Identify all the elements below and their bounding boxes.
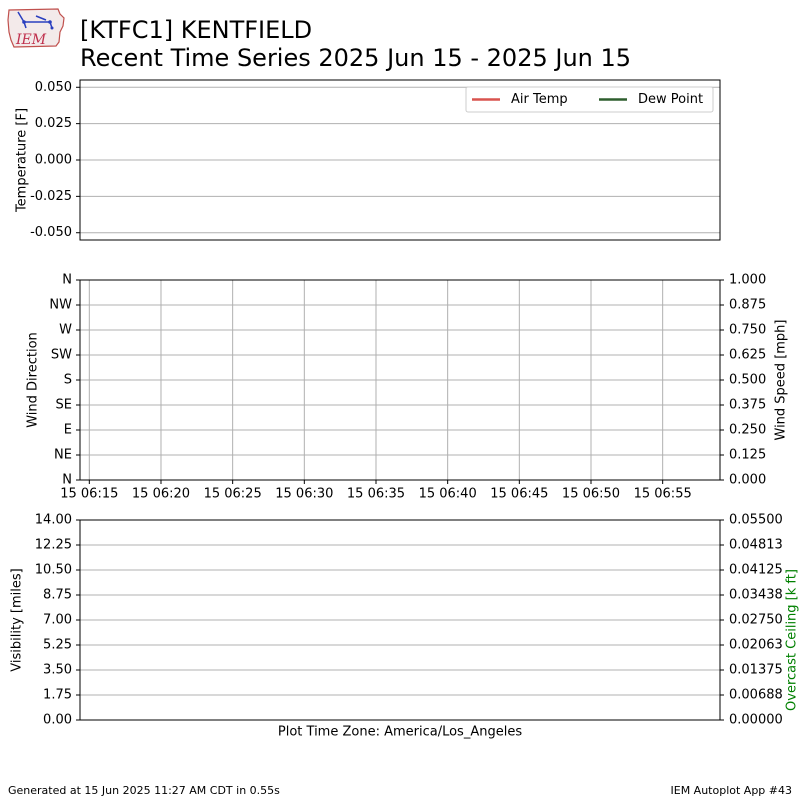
- vis-y-tick-label: 5.25: [43, 637, 72, 653]
- wind-speed-tick-label: 0.375: [729, 397, 767, 413]
- wind-speed-axis-label: Wind Speed [mph]: [773, 319, 789, 441]
- wind-speed-tick-label: 0.250: [729, 422, 767, 438]
- ceiling-y-tick-label: 0.04813: [729, 537, 783, 553]
- time-x-tick-label: 15 06:50: [561, 486, 621, 502]
- legend-label-dew-point: Dew Point: [638, 92, 704, 107]
- ceiling-y-tick-label: 0.05500: [729, 512, 783, 528]
- wind-speed-tick-label: 0.500: [729, 372, 767, 388]
- time-x-tick-label: 15 06:45: [490, 486, 549, 502]
- app-credit: IEM Autoplot App #43: [670, 784, 792, 797]
- wind-speed-tick-label: 0.750: [729, 322, 767, 338]
- time-x-tick-label: 15 06:35: [346, 486, 406, 502]
- wind-speed-tick-label: 0.625: [729, 347, 767, 363]
- time-x-tick-label: 15 06:20: [131, 486, 191, 502]
- ceiling-y-tick-label: 0.02063: [729, 637, 783, 653]
- vis-y-tick-label: 3.50: [43, 662, 72, 678]
- time-x-tick-label: 15 06:25: [203, 486, 262, 502]
- wind-dir-tick-label: N: [62, 272, 72, 288]
- temp-y-tick-label: -0.025: [30, 188, 72, 204]
- time-x-tick-label: 15 06:55: [633, 486, 692, 502]
- time-x-tick-label: 15 06:40: [418, 486, 477, 502]
- wind-speed-tick-label: 0.125: [729, 447, 767, 463]
- wind-dir-tick-label: E: [63, 422, 72, 438]
- chart-title-station: [KTFC1] KENTFIELD: [80, 16, 313, 44]
- temp-y-tick-label: -0.050: [30, 225, 72, 241]
- wind-speed-tick-label: 0.875: [729, 297, 767, 313]
- temp-y-tick-label: 0.025: [34, 116, 72, 132]
- legend-label-air-temp: Air Temp: [511, 92, 568, 107]
- vis-y-tick-label: 12.25: [34, 537, 72, 553]
- generated-note: Generated at 15 Jun 2025 11:27 AM CDT in 0.55s: [8, 784, 280, 797]
- wind-speed-tick-label: 0.000: [729, 472, 767, 488]
- ceiling-y-tick-label: 0.03438: [729, 587, 783, 603]
- wind-dir-tick-label: NW: [49, 297, 72, 313]
- vis-y-tick-label: 8.75: [43, 587, 72, 603]
- wind-dir-axis-label: Wind Direction: [25, 332, 41, 428]
- wind-dir-tick-label: NE: [54, 447, 72, 463]
- ceiling-y-tick-label: 0.00000: [729, 712, 783, 728]
- time-zone-x-label: Plot Time Zone: America/Los_Angeles: [277, 724, 523, 740]
- wind-dir-tick-label: SE: [55, 397, 72, 413]
- wind-dir-tick-label: S: [63, 372, 72, 388]
- ceiling-y-tick-label: 0.00688: [729, 687, 783, 703]
- time-x-tick-label: 15 06:30: [275, 486, 334, 502]
- wind-dir-tick-label: SW: [50, 347, 72, 363]
- vis-y-tick-label: 10.50: [34, 562, 72, 578]
- vis-y-axis-label: Visibility [miles]: [9, 568, 25, 672]
- ceiling-y-tick-label: 0.01375: [729, 662, 783, 678]
- wind-dir-tick-label: N: [62, 472, 72, 488]
- vis-y-tick-label: 1.75: [43, 687, 72, 703]
- vis-y-tick-label: 14.00: [34, 512, 72, 528]
- vis-y-tick-label: 0.00: [43, 712, 72, 728]
- wind-speed-tick-label: 1.000: [729, 272, 767, 288]
- vis-y-tick-label: 7.00: [43, 612, 72, 628]
- logo-text: IEM: [16, 32, 47, 48]
- time-x-tick-label: 15 06:15: [60, 486, 119, 502]
- ceiling-y-tick-label: 0.04125: [729, 562, 783, 578]
- wind-dir-tick-label: W: [59, 322, 72, 338]
- chart-title-range: Recent Time Series 2025 Jun 15 - 2025 Jun 15: [80, 44, 632, 72]
- ceiling-y-axis-label: Overcast Ceiling [k ft]: [784, 569, 800, 711]
- temp-y-tick-label: 0.050: [34, 79, 72, 95]
- temp-y-tick-label: 0.000: [34, 152, 72, 168]
- temp-y-axis-label: Temperature [F]: [14, 107, 30, 213]
- ceiling-y-tick-label: 0.02750: [729, 612, 783, 628]
